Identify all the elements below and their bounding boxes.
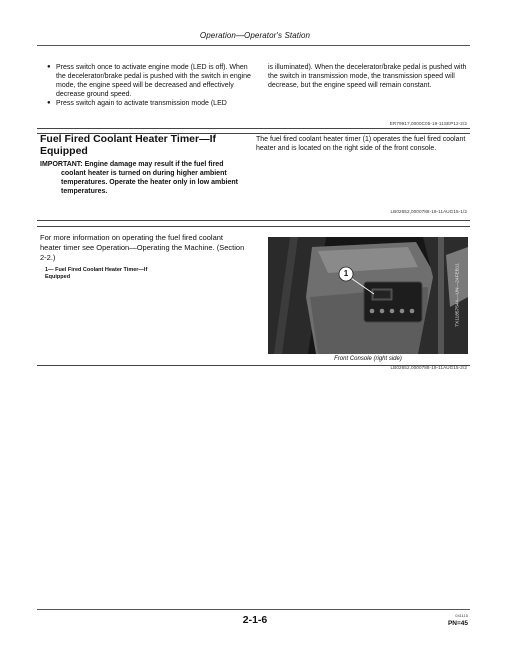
page-number: 2-1-6: [242, 614, 268, 626]
right-column-text: The fuel fired coolant heater timer (1) operates the fuel fired coolant heater and is located on the right side of the front console.: [256, 136, 466, 152]
important-first-line: Engine damage may result if the fuel fired: [84, 161, 224, 168]
image-id-text: TX1185754A—UN—24FEB11: [455, 263, 461, 327]
bullet-engine-mode: ● Press switch once to activate engine mode (LED is off). When the decelerator/brake pedal is pushed with the switch in engine mode, the engine speed will be decreased and effectively decrease ground speed.: [47, 63, 254, 99]
console-illustration: [268, 237, 468, 354]
doc-code: LB02652,0000788-19-11AUG15-1/2: [390, 209, 467, 214]
page-header-title: Operation—Operator's Station: [199, 31, 311, 40]
figure-legend: 1— Fuel Fired Coolant Heater Timer—If Equipped: [45, 267, 148, 280]
image-id-label: [454, 239, 462, 352]
header-rule: [37, 45, 470, 46]
bullet-list: [47, 63, 254, 108]
important-label: IMPORTANT:: [40, 161, 83, 168]
front-console-photo: [268, 237, 468, 354]
section-heater-timer: [37, 128, 470, 221]
left-column: [47, 63, 254, 108]
right-column-text: is illuminated). When the decelerator/brake pedal is pushed with the switch in transmission mode, the transmission speed will decrease, but the engine speed will remain constant.: [268, 64, 467, 89]
section-title: Fuel Fired Coolant Heater Timer—If Equipped: [40, 133, 217, 157]
photo-caption: Front Console (right side): [334, 356, 402, 362]
footer-rule: [37, 609, 470, 610]
bullet-transmission-mode: ● Press switch again to activate transmission mode (LED: [47, 99, 254, 108]
callout-number: 1: [343, 269, 349, 278]
doc-code: LB02652,0000788-19-11AUG15-2/2: [390, 365, 467, 370]
important-rest: coolant heater is turned on during higher ambient temperatures. Operate the heater only in low ambient temperatures.: [61, 170, 238, 195]
footer-small-code: 041115: [455, 613, 468, 618]
important-notice: [40, 160, 255, 196]
left-column: [40, 133, 255, 196]
section-brake-mode: [37, 55, 470, 134]
doc-code: ER79917,0000C05-19-11SEP12-2/2: [389, 121, 467, 126]
pn-number: PN=45: [447, 620, 468, 627]
more-info-text: For more information on operating the fuel fired coolant heater timer see Operation—Operating the Machine. (Section 2-2.): [40, 233, 245, 262]
section-more-info: [37, 226, 470, 370]
